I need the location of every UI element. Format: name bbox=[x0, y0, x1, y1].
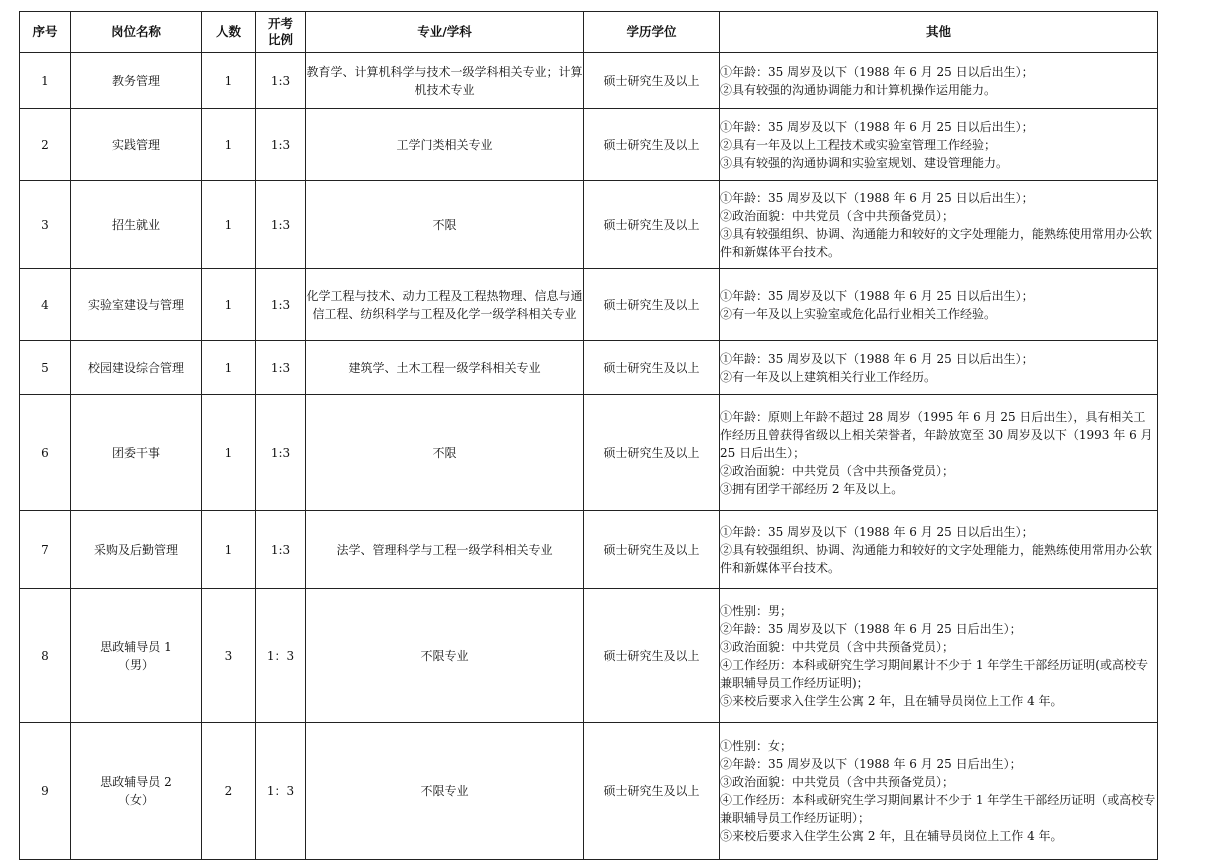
cell-count: 2 bbox=[202, 723, 256, 860]
table-row bbox=[20, 181, 1158, 269]
cell-major: 建筑学、土木工程一级学科相关专业 bbox=[306, 341, 584, 395]
cell-other-line: ②政治面貌：中共党员（含中共预备党员）； bbox=[720, 208, 955, 223]
cell-other-line: ③拥有团学干部经历 2 年及以上。 bbox=[720, 481, 904, 496]
cell-no: 5 bbox=[20, 341, 71, 395]
cell-major: 工学门类相关专业 bbox=[306, 109, 584, 181]
cell-position-line: 教务管理 bbox=[111, 73, 160, 88]
header-major: 专业/学科 bbox=[306, 12, 584, 53]
cell-position-line: 实践管理 bbox=[111, 137, 160, 152]
cell-other-line: ②有一年及以上建筑相关行业工作经历。 bbox=[720, 369, 937, 384]
cell-major: 法学、管理科学与工程一级学科相关专业 bbox=[306, 511, 584, 589]
cell-other bbox=[720, 395, 1158, 511]
table-row bbox=[20, 53, 1158, 109]
cell-other bbox=[720, 511, 1158, 589]
cell-no: 2 bbox=[20, 109, 71, 181]
header-ratio-line1: 开考 bbox=[267, 16, 293, 31]
cell-other-line: ①年龄：35 周岁及以下（1988 年 6 月 25 日以后出生）； bbox=[720, 64, 1034, 79]
cell-ratio: 1:3 bbox=[256, 269, 306, 341]
cell-major: 不限 bbox=[306, 395, 584, 511]
cell-position-line: 校园建设综合管理 bbox=[87, 360, 184, 375]
cell-other-line: ①年龄：35 周岁及以下（1988 年 6 月 25 日以后出生）； bbox=[720, 190, 1034, 205]
cell-position bbox=[71, 269, 202, 341]
cell-count: 1 bbox=[202, 269, 256, 341]
cell-other bbox=[720, 269, 1158, 341]
cell-other-line: ⑤来校后要求入住学生公寓 2 年，且在辅导员岗位上工作 4 年。 bbox=[720, 829, 1063, 843]
cell-other-line: ②具有较强组织、协调、沟通能力和较好的文字处理能力，能熟练使用常用办公软件和新媒体平台技术。 bbox=[720, 542, 1153, 575]
cell-major: 不限 bbox=[306, 181, 584, 269]
cell-other bbox=[720, 53, 1158, 109]
cell-position bbox=[71, 53, 202, 109]
cell-other-line: ②年龄：35 周岁及以下（1988 年 6 月 25 日后出生）； bbox=[720, 757, 1022, 771]
cell-other-line: ③具有较强的沟通协调和实验室规划、建设管理能力。 bbox=[720, 155, 1009, 170]
cell-ratio: 1:3 bbox=[256, 341, 306, 395]
cell-no: 9 bbox=[20, 723, 71, 860]
cell-ratio: 1：3 bbox=[256, 589, 306, 723]
table-row bbox=[20, 341, 1158, 395]
cell-degree: 硕士研究生及以上 bbox=[584, 511, 720, 589]
cell-position-line: 招生就业 bbox=[111, 217, 160, 232]
cell-other-line: ③政治面貌：中共党员（含中共预备党员）； bbox=[720, 639, 955, 654]
header-row bbox=[20, 12, 1158, 53]
header-no: 序号 bbox=[20, 12, 71, 53]
cell-degree: 硕士研究生及以上 bbox=[584, 395, 720, 511]
table-row bbox=[20, 395, 1158, 511]
header-position: 岗位名称 bbox=[71, 12, 202, 53]
cell-position-line: 实验室建设与管理 bbox=[87, 297, 184, 312]
cell-other-line: ①性别：女； bbox=[720, 739, 793, 753]
cell-other bbox=[720, 723, 1158, 860]
table-row bbox=[20, 723, 1158, 860]
header-degree: 学历学位 bbox=[584, 12, 720, 53]
cell-position-line: 思政辅导员 2 bbox=[100, 775, 172, 789]
cell-count: 1 bbox=[202, 395, 256, 511]
cell-count: 1 bbox=[202, 181, 256, 269]
cell-major: 化学工程与技术、动力工程及工程热物理、信息与通信工程、纺织科学与工程及化学一级学科相关专业 bbox=[306, 269, 584, 341]
table-row bbox=[20, 269, 1158, 341]
cell-position bbox=[71, 723, 202, 860]
header-ratio bbox=[256, 12, 306, 53]
cell-other bbox=[720, 181, 1158, 269]
header-ratio-line2: 比例 bbox=[267, 32, 293, 47]
cell-ratio: 1:3 bbox=[256, 395, 306, 511]
cell-degree: 硕士研究生及以上 bbox=[584, 181, 720, 269]
cell-no: 4 bbox=[20, 269, 71, 341]
cell-no: 3 bbox=[20, 181, 71, 269]
cell-major: 教育学、计算机科学与技术一级学科相关专业；计算机技术专业 bbox=[306, 53, 584, 109]
cell-position-line: 团委干事 bbox=[111, 445, 160, 460]
cell-ratio: 1:3 bbox=[256, 181, 306, 269]
cell-degree: 硕士研究生及以上 bbox=[584, 341, 720, 395]
cell-no: 8 bbox=[20, 589, 71, 723]
cell-no: 6 bbox=[20, 395, 71, 511]
cell-count: 1 bbox=[202, 109, 256, 181]
cell-other-line: ②具有较强的沟通协调能力和计算机操作运用能力。 bbox=[720, 82, 997, 97]
cell-other bbox=[720, 589, 1158, 723]
cell-position-line: 思政辅导员 1 bbox=[100, 639, 172, 654]
cell-other-line: ②年龄：35 周岁及以下（1988 年 6 月 25 日后出生）； bbox=[720, 621, 1022, 636]
cell-count: 3 bbox=[202, 589, 256, 723]
cell-other-line: ①年龄：35 周岁及以下（1988 年 6 月 25 日以后出生）； bbox=[720, 119, 1034, 134]
cell-ratio: 1:3 bbox=[256, 109, 306, 181]
cell-other-line: ①性别：男； bbox=[720, 603, 793, 618]
cell-other-line: ③政治面貌：中共党员（含中共预备党员）； bbox=[720, 775, 955, 789]
cell-other-line: ①年龄：35 周岁及以下（1988 年 6 月 25 日以后出生）； bbox=[720, 351, 1034, 366]
table-body bbox=[20, 53, 1158, 860]
cell-degree: 硕士研究生及以上 bbox=[584, 109, 720, 181]
cell-other-line: ④工作经历：本科或研究生学习期间累计不少于 1 年学生干部经历证明(或高校专兼职辅导员工作经历证明)； bbox=[720, 657, 1148, 690]
cell-position bbox=[71, 109, 202, 181]
cell-count: 1 bbox=[202, 511, 256, 589]
cell-position-line: 采购及后勤管理 bbox=[93, 542, 178, 557]
cell-position bbox=[71, 341, 202, 395]
cell-other-line: ①年龄：35 周岁及以下（1988 年 6 月 25 日以后出生）； bbox=[720, 524, 1034, 539]
cell-other-line: ②有一年及以上实验室或危化品行业相关工作经验。 bbox=[720, 306, 997, 321]
cell-other-line: ②具有一年及以上工程技术或实验室管理工作经验； bbox=[720, 137, 997, 152]
cell-other bbox=[720, 109, 1158, 181]
cell-other-line: ⑤来校后要求入住学生公寓 2 年，且在辅导员岗位上工作 4 年。 bbox=[720, 693, 1063, 708]
cell-other-line: ①年龄：原则上年龄不超过 28 周岁（1995 年 6 月 25 日后出生），具有相关工作经历且曾获得省级以上相关荣誉者，年龄放宽至 30 周岁及以下（1993 年 6 月 25 日后出生）； bbox=[720, 409, 1153, 460]
cell-count: 1 bbox=[202, 53, 256, 109]
cell-position bbox=[71, 589, 202, 723]
cell-no: 1 bbox=[20, 53, 71, 109]
cell-count: 1 bbox=[202, 341, 256, 395]
cell-degree: 硕士研究生及以上 bbox=[584, 723, 720, 860]
cell-major: 不限专业 bbox=[306, 723, 584, 860]
cell-position-line: （女） bbox=[117, 793, 154, 807]
cell-ratio: 1:3 bbox=[256, 511, 306, 589]
cell-degree: 硕士研究生及以上 bbox=[584, 269, 720, 341]
cell-degree: 硕士研究生及以上 bbox=[584, 589, 720, 723]
header-count: 人数 bbox=[202, 12, 256, 53]
table-row bbox=[20, 511, 1158, 589]
cell-position bbox=[71, 181, 202, 269]
cell-major: 不限专业 bbox=[306, 589, 584, 723]
positions-table bbox=[19, 11, 1158, 860]
table-row bbox=[20, 589, 1158, 723]
cell-position-line: （男） bbox=[117, 657, 154, 672]
cell-ratio: 1:3 bbox=[256, 53, 306, 109]
cell-other-line: ④工作经历：本科或研究生学习期间累计不少于 1 年学生干部经历证明（或高校专兼职辅导员工作经历证明）； bbox=[720, 793, 1156, 825]
cell-position bbox=[71, 395, 202, 511]
cell-no: 7 bbox=[20, 511, 71, 589]
table-row bbox=[20, 109, 1158, 181]
header-other: 其他 bbox=[720, 12, 1158, 53]
cell-ratio: 1：3 bbox=[256, 723, 306, 860]
cell-other bbox=[720, 341, 1158, 395]
cell-other-line: ②政治面貌：中共党员（含中共预备党员）； bbox=[720, 463, 955, 478]
cell-other-line: ③具有较强组织、协调、沟通能力和较好的文字处理能力，能熟练使用常用办公软件和新媒体平台技术。 bbox=[720, 226, 1153, 259]
cell-other-line: ①年龄：35 周岁及以下（1988 年 6 月 25 日以后出生）； bbox=[720, 288, 1034, 303]
cell-position bbox=[71, 511, 202, 589]
cell-degree: 硕士研究生及以上 bbox=[584, 53, 720, 109]
